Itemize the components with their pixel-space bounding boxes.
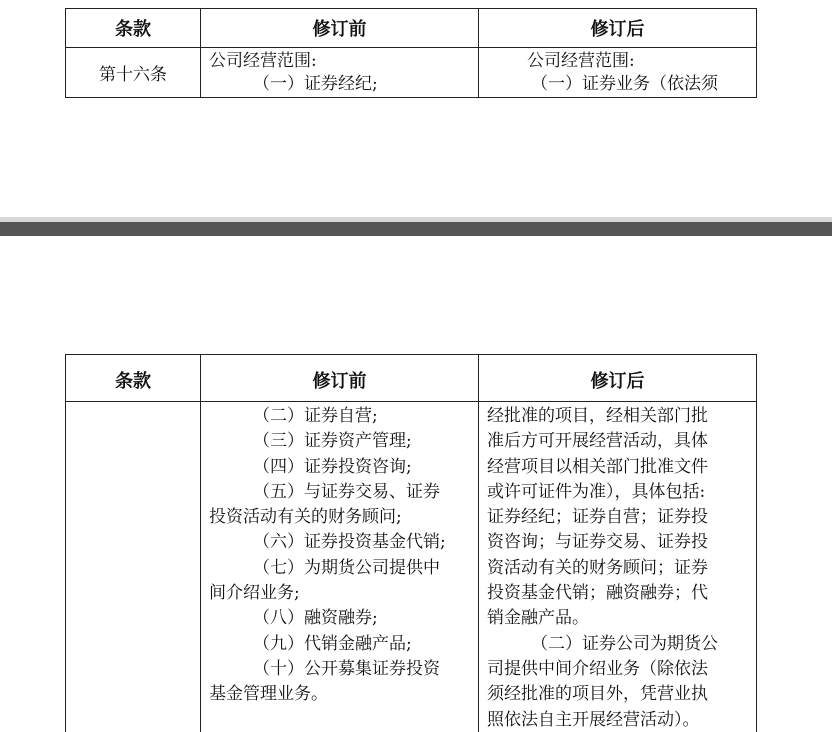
header-before: 修订前 — [201, 9, 479, 48]
page-separator — [0, 222, 832, 236]
header-clause: 条款 — [66, 355, 201, 402]
after-line: 或许可证件为准），具体包括: — [487, 481, 706, 502]
after-line: 司提供中间介绍业务（除依法 — [487, 658, 708, 679]
after-line: 准后方可开展经营活动，具体 — [487, 431, 708, 452]
after-cell — [479, 402, 757, 732]
header-after: 修订后 — [479, 9, 757, 48]
after-cell — [479, 48, 757, 98]
after-line: 经批准的项目，经相关部门批 — [487, 406, 708, 426]
header-row — [66, 9, 757, 48]
before-line: （六）证券投资基金代销; — [253, 532, 446, 553]
after-line: 须经批准的项目外，凭营业执 — [487, 684, 708, 705]
before-line: （二）证券自营; — [253, 406, 378, 426]
amendment-table-bottom — [65, 354, 757, 732]
after-line: 照依法自主开展经营活动）。 — [487, 709, 700, 730]
before-line: （一）证券经纪; — [253, 74, 378, 94]
before-line: 基金管理业务。 — [209, 684, 328, 705]
after-line: 资咨询；与证券交易、证券投 — [487, 532, 708, 553]
header-before: 修订前 — [201, 355, 479, 402]
before-line: 公司经营范围: — [209, 51, 317, 71]
after-line: 资活动有关的财务顾问；证券 — [487, 557, 708, 578]
before-line: （七）为期货公司提供中 — [253, 557, 440, 578]
article-cell: 第十六条 — [66, 48, 201, 98]
after-line: 公司经营范围: — [527, 51, 635, 71]
before-line: （三）证券资产管理; — [253, 431, 412, 452]
article-cell — [66, 402, 201, 732]
table-row — [66, 48, 757, 98]
before-line: （十）公开募集证券投资 — [253, 658, 440, 679]
before-line: 间介绍业务; — [209, 583, 300, 604]
before-cell — [201, 402, 479, 732]
after-line: 证券经纪；证券自营；证券投 — [487, 507, 708, 528]
after-line: 销金融产品。 — [487, 608, 589, 629]
before-line: （四）证券投资咨询; — [253, 456, 412, 477]
before-line: （九）代销金融产品; — [253, 633, 412, 654]
before-line: （五）与证券交易、证券 — [253, 481, 440, 502]
header-clause: 条款 — [66, 9, 201, 48]
after-line: 投资基金代销；融资融券；代 — [487, 583, 708, 604]
after-line: （二）证券公司为期货公 — [531, 633, 718, 654]
amendment-table-top — [65, 8, 757, 98]
before-line: 投资活动有关的财务顾问; — [209, 507, 402, 528]
header-after: 修订后 — [479, 355, 757, 402]
table-row — [66, 402, 757, 732]
before-line: （八）融资融券; — [253, 608, 378, 629]
after-line: （一）证券业务（依法须 — [531, 74, 718, 94]
before-cell — [201, 48, 479, 98]
header-row — [66, 355, 757, 402]
after-line: 经营项目以相关部门批准文件 — [487, 456, 708, 477]
